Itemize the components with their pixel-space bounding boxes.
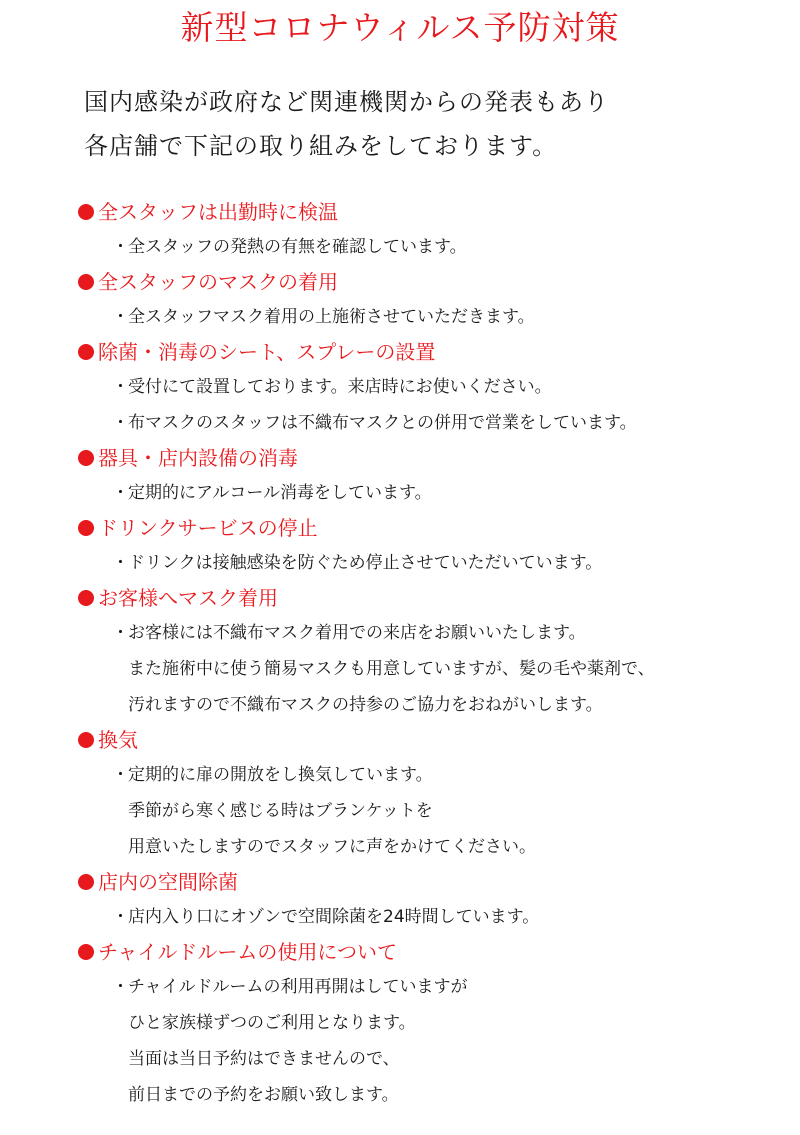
item-line: ひと家族様ずつのご利用となります。 [128,1013,416,1033]
measure-section [78,723,778,865]
page-title: 新型コロナウィルス予防対策 [180,8,620,47]
measure-section [78,581,778,723]
item-text [128,969,468,1113]
red-bullet-icon [78,944,94,960]
item-marker: ・ [112,623,129,643]
item-line: 布マスクのスタッフは不織布マスクとの併用で営業をしています。 [128,413,637,433]
section-heading-text: 換気 [98,728,138,752]
item-text [128,615,655,723]
measures-list [78,195,778,1113]
item-text [128,369,552,405]
item-list [78,369,778,441]
red-bullet-icon [78,204,94,220]
item-text [128,229,467,265]
item-marker: ・ [112,553,129,573]
list-item [78,757,778,865]
list-item [78,369,778,405]
item-list [78,615,778,723]
item-text [128,545,602,581]
section-heading [78,935,778,969]
list-item [78,615,778,723]
section-heading [78,195,778,229]
item-text [128,475,432,511]
measure-section [78,935,778,1113]
intro-text [84,80,609,168]
section-heading-text: ドリンクサービスの停止 [98,516,318,540]
item-line: 汚れますので不織布マスクの持参のご協力をおねがいします。 [128,695,603,715]
red-bullet-icon [78,344,94,360]
section-heading-text: チャイルドルームの使用について [98,940,397,964]
list-item [78,899,778,935]
section-heading-text: 全スタッフのマスクの着用 [98,270,338,294]
section-heading [78,581,778,615]
measure-section [78,441,778,511]
section-heading-text: お客様へマスク着用 [98,586,278,610]
item-text [128,299,535,335]
measure-section [78,511,778,581]
list-item [78,229,778,265]
item-line: チャイルドルームの利用再開はしていますが [128,977,468,997]
item-text [128,757,536,865]
item-line: 全スタッフマスク着用の上施術させていただきます。 [128,307,535,327]
item-list [78,475,778,511]
red-bullet-icon [78,450,94,466]
item-line: 当面は当日予約はできませんので、 [128,1049,400,1069]
item-line: 用意いたしますのでスタッフに声をかけてください。 [128,837,536,857]
item-line: 店内入り口にオゾンで空間除菌を24時間しています。 [128,907,540,927]
section-heading [78,723,778,757]
item-line: 全スタッフの発熱の有無を確認しています。 [128,237,467,257]
item-list [78,545,778,581]
item-line: 定期的にアルコール消毒をしています。 [128,483,432,503]
list-item [78,545,778,581]
item-list [78,229,778,265]
item-marker: ・ [112,977,129,997]
item-marker: ・ [112,237,129,257]
measure-section [78,335,778,441]
item-marker: ・ [112,907,129,927]
section-heading [78,265,778,299]
item-line: 前日までの予約をお願い致します。 [128,1085,399,1105]
measure-section [78,865,778,935]
measure-section [78,195,778,265]
list-item [78,405,778,441]
item-text [128,899,539,935]
list-item [78,299,778,335]
section-heading-text: 器具・店内設備の消毒 [98,446,298,470]
red-bullet-icon [78,274,94,290]
red-bullet-icon [78,520,94,536]
item-list [78,899,778,935]
section-heading-text: 店内の空間除菌 [98,870,238,894]
section-heading [78,511,778,545]
item-text [128,405,637,441]
item-marker: ・ [112,483,129,503]
list-item [78,969,778,1113]
measure-section [78,265,778,335]
section-heading-text: 除菌・消毒のシート、スプレーの設置 [98,340,436,364]
item-marker: ・ [112,765,129,785]
item-list [78,757,778,865]
item-list [78,969,778,1113]
section-heading-text: 全スタッフは出勤時に検温 [98,200,338,224]
red-bullet-icon [78,874,94,890]
item-line: ドリンクは接触感染を防ぐため停止させていただいています。 [128,553,603,573]
item-marker: ・ [112,377,129,397]
item-line: また施術中に使う簡易マスクも用意していますが、髪の毛や薬剤で、 [128,659,655,679]
item-line: 受付にて設置しております。来店時にお使いください。 [128,377,552,397]
red-bullet-icon [78,590,94,606]
list-item [78,475,778,511]
red-bullet-icon [78,732,94,748]
section-heading [78,865,778,899]
item-marker: ・ [112,307,129,327]
item-list [78,299,778,335]
intro-line: 各店舗で下記の取り組みをしております。 [84,132,558,160]
item-line: 季節がら寒く感じる時はブランケットを [128,801,433,821]
item-marker: ・ [112,413,129,433]
section-heading [78,335,778,369]
section-heading [78,441,778,475]
item-line: お客様には不織布マスク着用での来店をお願いいたします。 [128,623,586,643]
item-line: 定期的に扉の開放をし換気しています。 [128,765,433,785]
intro-line: 国内感染が政府など関連機関からの発表もあり [84,88,609,116]
